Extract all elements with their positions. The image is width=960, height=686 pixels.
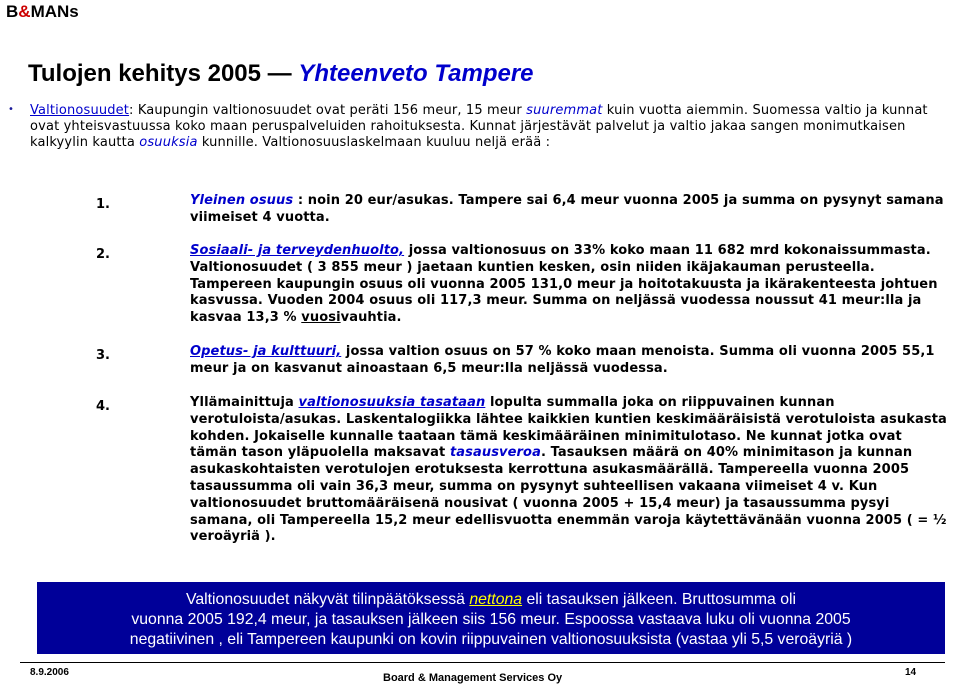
bullet-icon: • <box>8 104 14 115</box>
intro-emphasis-2: osuuksia <box>139 135 198 150</box>
footer-page-number: 14 <box>905 667 917 678</box>
summary-line-1 <box>37 590 945 610</box>
item-4-text <box>190 395 950 546</box>
logo-letter-b: B <box>6 2 19 21</box>
item-2-tail: vauhtia. <box>340 310 402 326</box>
page-title <box>28 60 534 88</box>
item-4-lead: Yllämainittuja <box>190 395 299 410</box>
brand-logo <box>6 2 79 22</box>
footer-company: Board & Management Services Oy <box>383 672 563 684</box>
summary-box <box>37 582 945 654</box>
item-2-body: jossa valtionosuus on 33% koko maan 11 682 mrd kokonaissummasta. Valtionosuudet ( 3 855 meur ) jaetaan kuntien kesken, osin niiden ikäjakauman perusteella. Tampereen kaupungin osuus oli vuonna 2005 131,0 meur ja hoitotakuusta ja ikärakenteesta johtuen kasvussa. Vuoden 2004 osuus oli 117,3 meur. Summa on neljässä vuodessa noussut 41 meur:lla ja kasvaa 13,3 % <box>190 243 938 326</box>
summary-line-2: vuonna 2005 192,4 meur, ja tasauksen jälkeen siis 156 meur. Espoossa vastaava luku oli vuonna 2005 <box>131 611 851 628</box>
logo-rest: MANs <box>30 2 79 21</box>
item-1-emphasis: Yleinen osuus <box>190 193 294 208</box>
valtionosuudet-link[interactable]: Valtionosuudet <box>30 103 130 118</box>
intro-paragraph <box>30 103 945 151</box>
footer-date: 8.9.2006 <box>30 667 69 678</box>
summary-line-3: negatiivinen , eli Tampereen kaupunki on kovin riippuvainen valtionosuuksista (vastaa yli 5,5 veroäyriä ) <box>129 631 853 648</box>
item-2-number: 2. <box>96 247 110 262</box>
intro-emphasis-1: suuremmat <box>526 103 603 118</box>
item-4-body-2: . Tasauksen määrä on 40% minimitason ja kunnan asukaskohtaisten verotulojen erotuksesta kerrottuna asukasmäärällä. Tampereella vuonna 2005 tasaussumma oli vain 36,3 meur, summa on pysynyt suhteellisen vakaana viimeiset 4 v. Kun valtionosuudet bruttomääräisenä nousivat ( vuonna 2005 + 15,4 meur) ja tasaussumma pysyi samana, oli Tampereella 15,2 meur edellisvuotta enemmän varoja käytettävänään vuonna 2005 ( = ½ veroäyriä ). <box>190 445 947 545</box>
summary-line-1a: Valtionosuudet näkyvät tilinpäätöksessä <box>185 591 470 608</box>
item-4-number: 4. <box>96 399 110 414</box>
item-4-emphasis: valtionosuuksia tasataan <box>298 395 486 410</box>
footer-divider <box>20 662 945 663</box>
intro-text-3: kunnille. Valtionosuuslaskelmaan kuuluu neljä erää : <box>197 135 551 150</box>
item-1-body: : noin 20 eur/asukas. Tampere sai 6,4 meur vuonna 2005 ja summa on pysynyt samana viimeiset 4 vuotta. <box>190 193 944 225</box>
intro-text-1: : Kaupungin valtionosuudet ovat peräti 156 meur, 15 meur <box>129 103 527 118</box>
item-3-body: jossa valtion osuus on 57 % koko maan menoista. Summa oli vuonna 2005 55,1 meur ja on kasvanut ainoastaan 6,5 meur:lla neljässä vuodessa. <box>190 344 935 376</box>
title-subtitle: Yhteenveto Tampere <box>298 60 534 87</box>
summary-line-1b: eli tasauksen jälkeen. Bruttosumma oli <box>522 591 797 608</box>
item-2-text <box>190 243 950 327</box>
logo-ampersand: & <box>18 2 31 21</box>
item-4-emphasis-2: tasausveroa <box>449 445 541 461</box>
item-1-text <box>190 193 950 227</box>
summary-highlight: nettona <box>469 591 523 608</box>
item-3-number: 3. <box>96 348 110 363</box>
item-2-emphasis: Sosiaali- ja terveydenhuolto, <box>190 243 405 258</box>
title-main: Tulojen kehitys 2005 — <box>28 60 299 87</box>
item-3-emphasis: Opetus- ja kulttuuri, <box>190 344 342 359</box>
item-3-text <box>190 344 950 378</box>
intro-text-2: kuin vuotta aiemmin. Suomessa valtio ja kunnat ovat yhteisvastuussa koko maan peruspalveluiden rahoituksesta. Kunnat järjestävät palvelut ja valtio jakaa sangen monimutkaisen kalkyylin kautta <box>30 103 928 150</box>
item-4-body-1: lopulta summalla joka on riippuvainen kunnan verotuloista/asukas. Laskentalogiikka lähtee kaikkien kuntien keskimääräisistä verotuloista asukasta kohden. Jokaiselle kunnalle taataan tämä keskimääräinen minimitulotaso. Ne kunnat jotka ovat tämän tason yläpuolella maksavat <box>190 395 947 461</box>
item-1-number: 1. <box>96 197 110 212</box>
item-2-underlined: vuosi <box>301 310 341 326</box>
